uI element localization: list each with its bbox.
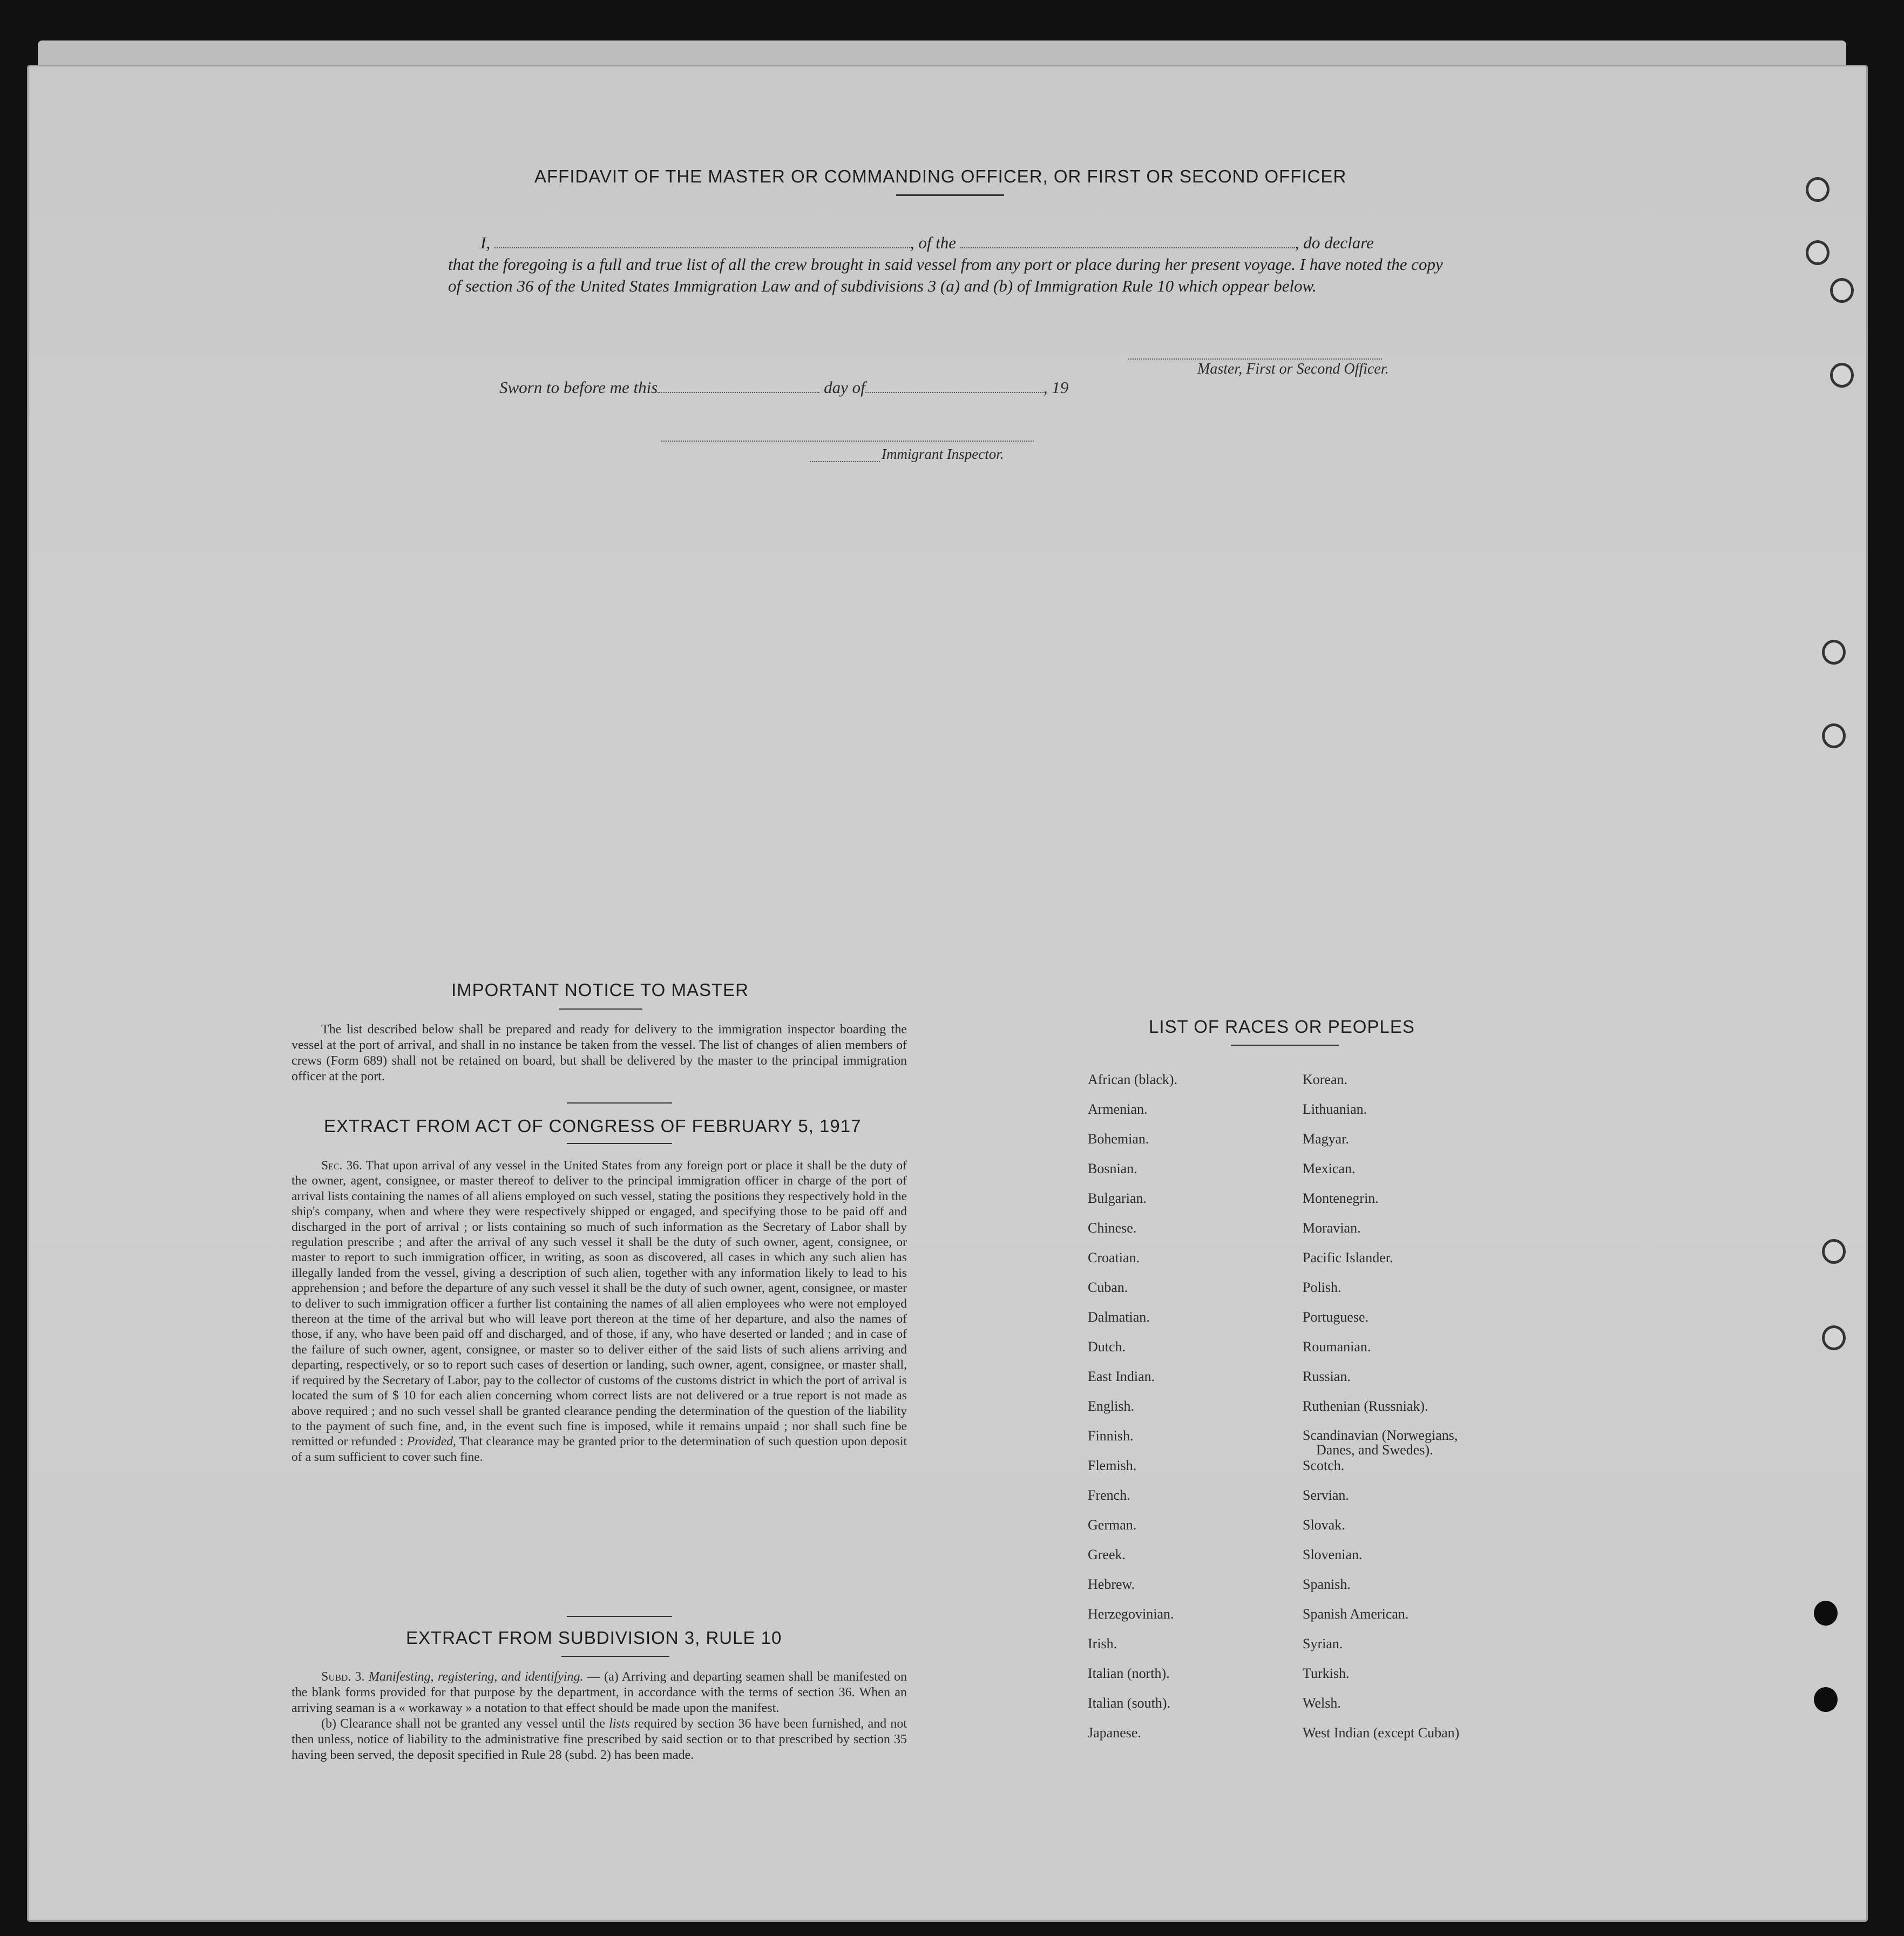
of-the-label: , of the	[910, 233, 957, 252]
binder-hole	[1806, 240, 1830, 265]
race-item: Pacific Islander.	[1303, 1250, 1393, 1265]
provided-word: Provided,	[406, 1434, 456, 1449]
race-item: Polish.	[1303, 1280, 1341, 1295]
notice-text	[292, 1022, 907, 1085]
race-item: Armenian.	[1088, 1101, 1148, 1117]
act-extract-text	[292, 1158, 907, 1465]
notice-underline	[559, 1008, 642, 1010]
race-item: Magyar.	[1303, 1131, 1349, 1147]
race-item: Moravian.	[1303, 1220, 1361, 1236]
inspector-signature-line[interactable]	[810, 448, 880, 462]
race-item: Greek.	[1088, 1547, 1126, 1562]
race-item: Slovak.	[1303, 1517, 1345, 1533]
title-underline	[896, 194, 1004, 196]
race-item: French.	[1088, 1487, 1130, 1503]
race-item: Croatian.	[1088, 1250, 1140, 1265]
day-of-label: day of	[824, 378, 865, 397]
sworn-month-field[interactable]	[865, 379, 1044, 393]
act-extract-title: EXTRACT FROM ACT OF CONGRESS OF FEBRUARY 5, 1917	[324, 1116, 862, 1136]
race-item: Herzegovinian.	[1088, 1606, 1174, 1622]
subd-heading: Manifesting, registering, and identifying.	[368, 1670, 584, 1684]
race-item: Bulgarian.	[1088, 1190, 1147, 1206]
race-item: Scotch.	[1303, 1458, 1345, 1473]
rule-extract-underline	[561, 1656, 669, 1657]
race-item-multiline	[1303, 1428, 1459, 1458]
race-item: African (black).	[1088, 1072, 1178, 1087]
races-title: LIST OF RACES OR PEOPLES	[1149, 1017, 1415, 1037]
races-left-column	[1088, 1072, 1177, 1755]
sworn-prefix: Sworn to before me this	[499, 378, 658, 397]
race-item: Ruthenian (Russniak).	[1303, 1398, 1428, 1414]
subd-label: Subd. 3.	[321, 1670, 365, 1684]
para-b-lists: lists	[609, 1717, 630, 1731]
race-item: East Indian.	[1088, 1369, 1155, 1384]
affidavit-statement	[448, 232, 1458, 297]
binder-hole	[1814, 1687, 1838, 1712]
race-item: Hebrew.	[1088, 1576, 1135, 1592]
provided-text: That clearance may be granted prior to the determination of such question upon deposit of a sum sufficient to cover such fine.	[292, 1434, 907, 1464]
sworn-day-field[interactable]	[658, 379, 819, 393]
affidavit-body: that the foregoing is a full and true list of all the crew brought in said vessel from any port or place during her present voyage. I have noted the copy of section 36 of the United States Immigration Law and of subdivisions 3 (a) and (b) of Immigration Rule 10 which oppear below.	[448, 255, 1443, 295]
race-item: Dalmatian.	[1088, 1309, 1150, 1325]
race-item: Dutch.	[1088, 1339, 1126, 1355]
race-item: Finnish.	[1088, 1428, 1134, 1444]
race-item: Mexican.	[1303, 1161, 1356, 1176]
binder-hole	[1822, 640, 1846, 665]
rule-extract-title: EXTRACT FROM SUBDIVISION 3, RULE 10	[406, 1628, 782, 1648]
race-item: Danes, and Swedes).	[1316, 1442, 1433, 1458]
para-a: — (a) Arriving and departing seamen shall be manifested on the blank forms provided for that purpose by the department, in accordance with the terms of section 36. When an arriving seaman is a « workaway » a notation to that effect should be made upon the manifest.	[292, 1670, 907, 1715]
race-item: Welsh.	[1303, 1695, 1341, 1711]
section-divider	[567, 1616, 672, 1617]
race-item: Cuban.	[1088, 1280, 1128, 1295]
race-item: Irish.	[1088, 1636, 1117, 1651]
section-divider	[567, 1102, 672, 1104]
races-underline	[1231, 1045, 1339, 1046]
race-item: Korean.	[1303, 1072, 1348, 1087]
race-item: Italian (south).	[1088, 1695, 1171, 1711]
binder-hole	[1814, 1601, 1838, 1626]
master-signature-line[interactable]	[1128, 346, 1382, 360]
race-item: Lithuanian.	[1303, 1101, 1367, 1117]
para-b-prefix: (b) Clearance shall not be granted any vessel until the	[321, 1717, 605, 1731]
race-item: West Indian (except Cuban)	[1303, 1725, 1460, 1741]
race-item: Montenegrin.	[1303, 1190, 1379, 1206]
race-item: Italian (north).	[1088, 1666, 1170, 1681]
race-item: Bosnian.	[1088, 1161, 1137, 1176]
race-item: Slovenian.	[1303, 1547, 1363, 1562]
race-item: Chinese.	[1088, 1220, 1137, 1236]
do-declare-label: , do declare	[1295, 233, 1374, 252]
race-item: Flemish.	[1088, 1458, 1137, 1473]
binder-hole	[1822, 1325, 1846, 1350]
race-item: Japanese.	[1088, 1725, 1141, 1741]
binder-hole	[1830, 278, 1854, 303]
race-item: Portuguese.	[1303, 1309, 1369, 1325]
rule-extract-text	[292, 1669, 907, 1763]
race-item: Servian.	[1303, 1487, 1349, 1503]
race-item: Russian.	[1303, 1369, 1351, 1384]
affidavit-title: AFFIDAVIT OF THE MASTER OR COMMANDING OFFICER, OR FIRST OR SECOND OFFICER	[534, 166, 1347, 186]
para-b-rest: required by section 36 have been furnished, and not then unless, notice of liability to the administrative fine prescribed by said section or to that prescribed by section 35 having been served, the deposit specified in Rule 28 (subd. 2) has been made.	[292, 1717, 907, 1762]
inspector-signature-line[interactable]	[661, 428, 1034, 442]
races-right-column	[1303, 1072, 1459, 1755]
i-prefix: I,	[480, 233, 491, 252]
binder-hole	[1806, 177, 1830, 202]
section-text: That upon arrival of any vessel in the United States from any foreign port or place it shall be the duty of the owner, agent, consignee, or master thereof to deliver to the principal immigration officer in charge of the port of arrival lists containing the names of all aliens employed on such vessel, stating the positions they respectively hold in the ship's company, when and where they were respectively shipped or engaged, and specifying those to be paid off and discharged in the port of arrival ; or lists containing so much of such information as the Secretary of Labor shall by regulation prescribe ; and after the arrival of any such vessel it shall be the duty of such owner, agent, consignee, or master to report to such immigration officer, in writing, as soon as discovered, all cases in which any such alien has illegally landed from the vessel, giving a description of such alien, together with any information likely to lead to his apprehension ; and before the departure of any such vessel it shall be the duty of such owner, agent, consignee, or master to deliver to such immigration officer a further list containing the names of all alien employees who were not employed thereon at the time of the arrival but who will leave port thereon at the time of her departure, and also the names of those, if any, who have been paid off and discharged, and of those, if any, who have deserted or landed ; and in case of the failure of such owner, agent, consignee, or master so to deliver either of the said lists of such aliens arriving and departing, respectively, or so to report such cases of desertion or landing, such owner, agent, consignee, or master shall, if required by the Secretary of Labor, pay to the collector of customs of the customs district in which the port of arrival is located the sum of $ 10 for each alien concerning whom correct lists are not delivered or a true report is not made as above required ; and no such vessel shall be granted clearance pending the determination of the question of the liability to the payment of such fine, and, in the event such fine is imposed, while it remains unpaid ; nor shall such fine be remitted or refunded :	[292, 1159, 907, 1449]
race-item: Spanish American.	[1303, 1606, 1409, 1622]
race-item: Syrian.	[1303, 1636, 1343, 1651]
race-item: Bohemian.	[1088, 1131, 1149, 1147]
year-prefix: , 19	[1043, 378, 1069, 397]
race-item: Turkish.	[1303, 1666, 1350, 1681]
notice-title: IMPORTANT NOTICE TO MASTER	[451, 980, 749, 1000]
master-signature-label: Master, First or Second Officer.	[1197, 361, 1389, 377]
vessel-name-field[interactable]	[960, 234, 1295, 248]
sworn-line	[499, 378, 1068, 397]
binder-hole	[1830, 363, 1854, 388]
race-item: Roumanian.	[1303, 1339, 1371, 1355]
binder-hole	[1822, 1239, 1846, 1264]
inspector-label: Immigrant Inspector.	[882, 446, 1004, 462]
race-item: English.	[1088, 1398, 1134, 1414]
section-label: Sec. 36.	[321, 1159, 362, 1173]
notice-paragraph: The list described below shall be prepared and ready for delivery to the immigration inspector boarding the vessel at the port of arrival, and shall in no instance be taken from the vessel. The list of changes of alien members of crews (Form 689) shall not be retained on board, but shall be delivered by the master to the principal immigration officer at the port.	[292, 1023, 907, 1084]
act-extract-underline	[567, 1143, 672, 1144]
officer-name-field[interactable]	[494, 234, 910, 248]
race-item: Scandinavian (Norwegians,	[1303, 1427, 1458, 1443]
binder-hole	[1822, 723, 1846, 748]
form-page	[27, 65, 1868, 1922]
race-item: Spanish.	[1303, 1576, 1351, 1592]
race-item: German.	[1088, 1517, 1137, 1533]
